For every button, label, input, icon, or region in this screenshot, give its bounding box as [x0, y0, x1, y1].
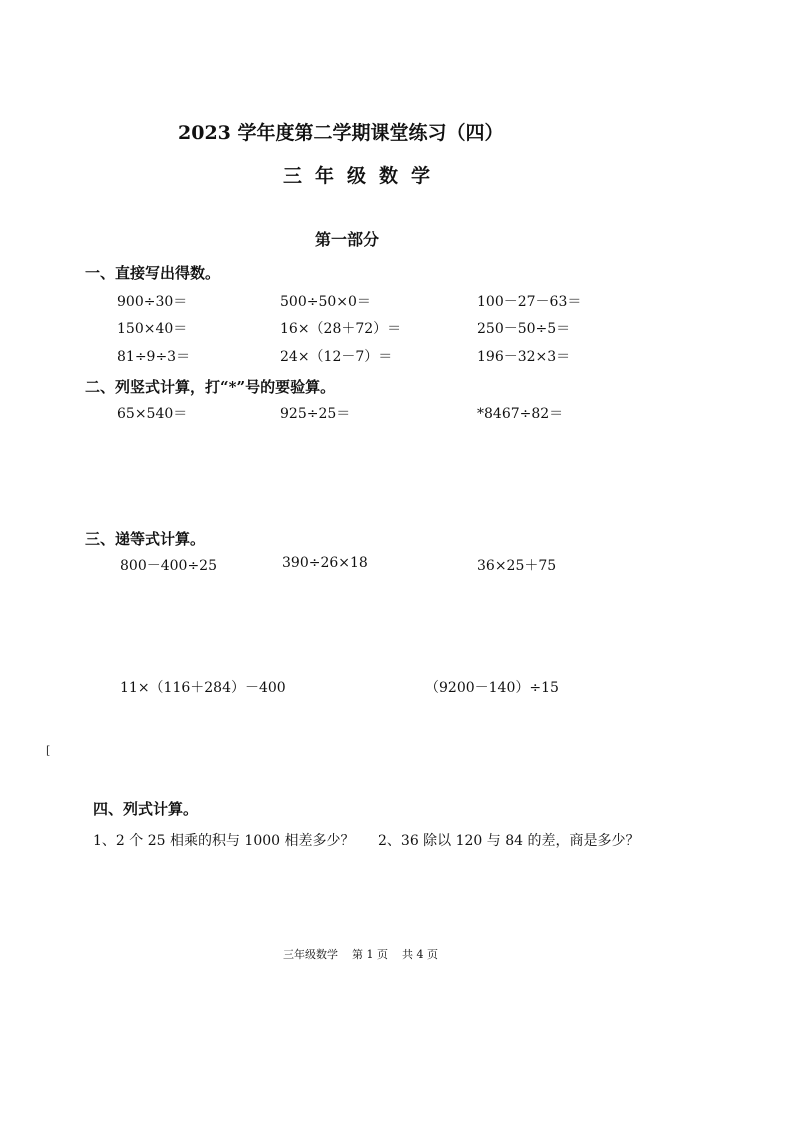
problem-1-9: 196－32×3＝ [477, 349, 571, 365]
section3-heading: 三、递等式计算。 [85, 530, 206, 548]
page-subtitle: 三年级数学 [283, 165, 444, 187]
problem-1-2: 500÷50×0＝ [280, 294, 371, 310]
problem-2-3: *8467÷82＝ [477, 406, 564, 422]
word-problem-2: 2、36 除以 120 与 84 的差，商是多少？ [378, 833, 640, 849]
problem-1-7: 81÷9÷3＝ [117, 349, 191, 365]
problem-3-5: （9200－140）÷15 [425, 680, 559, 696]
problem-1-1: 900÷30＝ [117, 294, 188, 310]
problem-2-1: 65×540＝ [117, 406, 188, 422]
problem-2-2: 925÷25＝ [280, 406, 351, 422]
problem-3-3: 36×25＋75 [477, 558, 557, 574]
section4-heading: 四、列式计算。 [93, 800, 199, 818]
problem-1-8: 24×（12－7）＝ [280, 349, 393, 365]
stray-mark: [ [46, 744, 51, 757]
problem-1-3: 100－27－63＝ [477, 294, 582, 310]
word-problem-1: 1、2 个 25 相乘的积与 1000 相差多少？ [93, 833, 355, 849]
page-title: 2023 学年度第二学期课堂练习（四） [178, 122, 504, 144]
problem-1-6: 250－50÷5＝ [477, 321, 571, 337]
problem-1-4: 150×40＝ [117, 321, 188, 337]
problem-3-4: 11×（116＋284）－400 [120, 680, 286, 696]
problem-3-2: 390÷26×18 [282, 555, 368, 571]
problem-1-5: 16×（28＋72）＝ [280, 321, 402, 337]
problem-3-1: 800－400÷25 [120, 558, 217, 574]
section1-heading: 一、直接写出得数。 [85, 264, 221, 282]
section2-heading: 二、列竖式计算，打“*”号的要验算。 [85, 378, 336, 396]
part-heading: 第一部分 [315, 230, 380, 249]
page-footer: 三年级数学 第 1 页 共 4 页 [283, 948, 438, 961]
